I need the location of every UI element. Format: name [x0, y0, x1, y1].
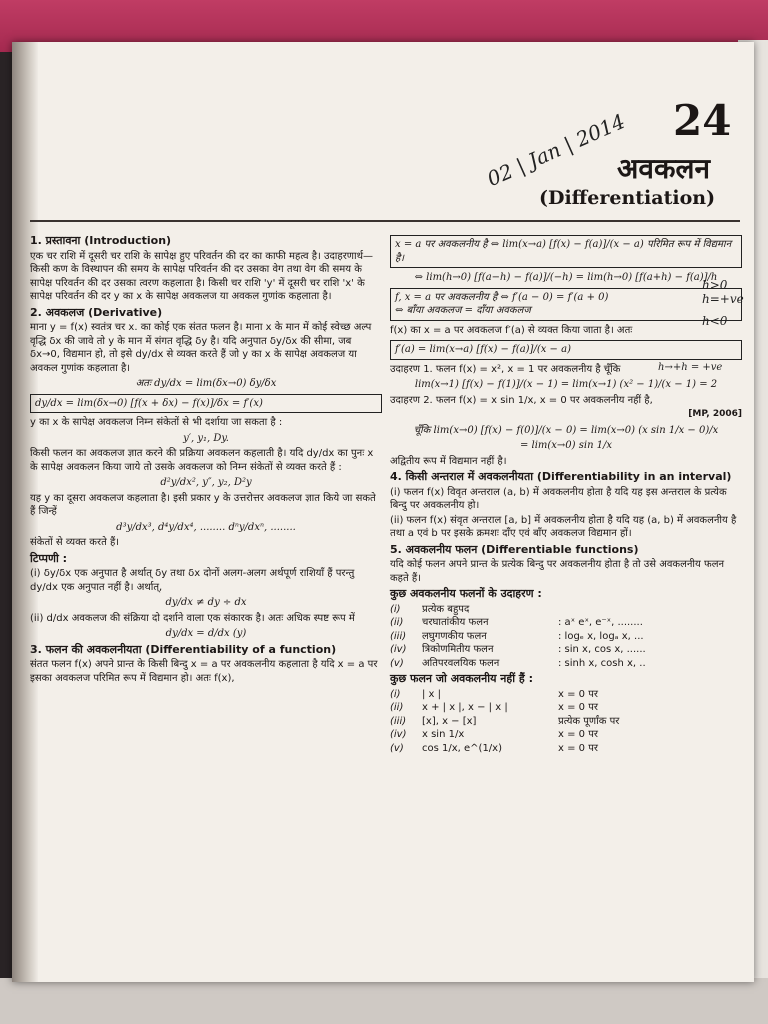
paragraph: संकेतों से व्यक्त करते हैं।	[30, 537, 120, 548]
paragraph: (i) फलन f(x) विवृत अन्तराल (a, b) में अवकलनीय होता है यदि यह इस अन्तराल के प्रत्येक बिन्दु पर अवकलनीय हो।	[390, 486, 727, 511]
paragraph: एक चर राशि में दूसरी चर राशि के सापेक्ष हुए परिवर्तन की दर का काफी महत्व है। उदाहरणार्थ—किसी कण के विस्थापन की समय के सापेक्ष परिवर्तन की दर उसका वेग तथा वेग की समय के सापेक्ष परिवर्तन की दर उसका त्वरण कहलाता है। किसी चर राशि 'y' में दूसरी चर राशि 'x' के सापेक्ष परिवर्तन की दर y का x के सापेक्ष अवकलज या अवकल गुणांक कहलाता है।	[30, 250, 373, 302]
list-item: (v) अतिपरवलयिक फलन : sinh x, cosh x, ..	[390, 657, 646, 669]
chapter-title-english: (Differentiation)	[539, 187, 716, 209]
formula-line: ⇔ बाँया अवकलज = दाँया अवकलज	[395, 305, 531, 316]
handwritten-note: h→+h = +ve	[658, 362, 723, 373]
paragraph: माना y = f(x) स्वतंत्र चर x. का कोई एक संतत फलन है। माना x के मान में कोई स्वेच्छ अल्प वृद्धि δx की जावे तो y के मान में संगत वृद्धि δy है। यदि अनुपात δy/δx की सीमा, जब δx→0, विद्यमान हो, तो इसे dy/dx से व्यक्त करते हैं जो y का x के सापेक्ष अवकलज या अवकल गुणांक कहलाता है।	[30, 322, 372, 374]
list-item: (ii) x + | x |, x − | x | x = 0 पर	[390, 702, 598, 713]
formula: = lim(x→0) sin 1/x	[519, 440, 613, 451]
handwritten-date: 02 | Jan | 2014	[483, 108, 629, 192]
handwritten-note: h>0 h=+ve	[702, 278, 744, 306]
diff-function-list	[390, 603, 742, 671]
formula: lim(x→1) [f(x) − f(1)]/(x − 1) = lim(x→1) (x² − 1)/(x − 1) = 2	[414, 379, 718, 390]
list-item: (i) प्रत्येक बहुपद	[390, 603, 470, 615]
example: उदाहरण 1. फलन f(x) = x², x = 1 पर अवकलनीय है चूँकि	[390, 363, 621, 375]
background-bottom	[0, 978, 768, 1024]
formula-line: f, x = a पर अवकलनीय है ⇔ f′(a − 0) = f′(a + 0)	[395, 291, 609, 303]
paragraph: यह y का दूसरा अवकलज कहलाता है। इसी प्रकार y के उत्तरोत्तर अवकलज ज्ञात किये जा सकते हैं जिन्हें	[30, 492, 376, 517]
list-item: (iv) त्रिकोणमितीय फलन : sin x, cos x, ......	[390, 644, 646, 655]
list-heading: कुछ अवकलनीय फलनों के उदाहरण :	[390, 587, 542, 600]
book-page	[12, 42, 754, 982]
section-heading: 4. किसी अन्तराल में अवकलनीयता (Differentiability in an interval)	[390, 470, 732, 483]
formula: dy/dx ≠ dy ÷ dx	[165, 597, 247, 608]
formula: ⇔ lim(h→0) [f(a−h) − f(a)]/(−h) = lim(h→0) [f(a+h) − f(a)]/h	[414, 272, 718, 283]
handwritten-note: h<0	[702, 314, 728, 328]
nondiff-function-list	[390, 688, 742, 756]
formula: d²y/dx², y″, y₂, D²y	[160, 477, 252, 488]
paragraph: यदि कोई फलन अपने प्रान्त के प्रत्येक बिन्दु पर अवकलनीय होता है तो उसे अवकलनीय फलन कहते हैं।	[390, 559, 725, 584]
header-rule	[30, 220, 740, 222]
section-heading: 1. प्रस्तावना (Introduction)	[30, 234, 172, 247]
note-heading: टिप्पणी :	[30, 551, 68, 565]
boxed-formula	[390, 288, 742, 321]
left-column	[30, 232, 382, 686]
paragraph: (ii) फलन f(x) संवृत अन्तराल [a, b] में अवकलनीय होता है यदि यह (a, b) में अवकलनीय है तथा a एवं b पर इसके क्रमशः दाँए एवं बाँए अवकलज विद्यमान हों।	[390, 514, 737, 539]
boxed-formula: dy/dx = lim(δx→0) [f(x + δx) − f(x)]/δx = f′(x)	[30, 394, 382, 414]
formula: चूँकि lim(x→0) [f(x) − f(0)]/(x − 0) = lim(x→0) (x sin 1/x − 0)/x	[413, 424, 719, 436]
list-item: (iv) x sin 1/x x = 0 पर	[390, 729, 598, 740]
formula: dy/dx = d/dx (y)	[165, 628, 247, 639]
list-item: (i) | x | x = 0 पर	[390, 688, 598, 700]
paragraph: किसी फलन का अवकलज ज्ञात करने की प्रक्रिया अवकलन कहलाती है। यदि dy/dx का पुनः x के सापेक्ष अवकलन किया जाये तो उसके अवकलज को निम्न संकेतों से व्यक्त करते हैं :	[30, 448, 374, 473]
list-item: (iii) लघुगणकीय फलन : logₑ x, logₐ x, ...	[390, 630, 644, 642]
section-heading: 2. अवकलज (Derivative)	[30, 305, 163, 319]
formula: y′, y₁, Dy.	[183, 432, 229, 444]
section-heading: 5. अवकलनीय फलन (Differentiable functions)	[390, 542, 639, 556]
paragraph: f(x) का x = a पर अवकलज f′(a) से व्यक्त किया जाता है। अतः	[390, 324, 633, 336]
list-item: (iii) [x], x − [x] प्रत्येक पूर्णांक पर	[390, 715, 620, 727]
chapter-title-hindi: अवकलन	[617, 152, 710, 185]
formula: d³y/dx³, d⁴y/dx⁴, ........ dⁿy/dxⁿ, ........	[116, 521, 296, 533]
paragraph: अद्वितीय रूप में विद्यमान नहीं है।	[390, 455, 507, 467]
boxed-formula: f′(a) = lim(x→a) [f(x) − f(a)]/(x − a)	[390, 340, 742, 360]
paragraph: संतत फलन f(x) अपने प्रान्त के किसी बिन्दु x = a पर अवकलनीय कहलाता है यदि x = a पर इसका अवकलज परिमित रूप में विद्यमान हो। अतः f(x),	[30, 659, 378, 684]
paragraph: y का x के सापेक्ष अवकलज निम्न संकेतों से भी दर्शाया जा सकता है :	[30, 417, 283, 428]
chapter-number: 24	[673, 96, 732, 145]
list-heading: कुछ फलन जो अवकलनीय नहीं हैं :	[390, 672, 533, 685]
right-column	[390, 232, 742, 755]
paragraph: (i) δy/δx एक अनुपात है अर्थात् δy तथा δx दोनों अलग-अलग अर्थपूर्ण राशियाँ हैं परन्तु dy/dx एक अनुपात नहीं है। अर्थात्,	[30, 568, 355, 593]
example: उदाहरण 2. फलन f(x) = x sin 1/x, x = 0 पर अवकलनीय नहीं है,	[390, 394, 653, 406]
formula: अतः dy/dx = lim(δx→0) δy/δx	[135, 378, 277, 389]
section-heading: 3. फलन की अवकलनीयता (Differentiability of a function)	[30, 642, 337, 656]
boxed-formula: x = a पर अवकलनीय है ⇔ lim(x→a) [f(x) − f(a)]/(x − a) परिमित रूप में विद्यमान है।	[390, 235, 742, 268]
paragraph: (ii) d/dx अवकलज की संक्रिया दो दर्शाने वाला एक संकारक है। अतः अधिक स्पष्ट रूप में	[30, 612, 355, 624]
source-tag: [MP, 2006]	[688, 409, 742, 419]
list-item: (ii) चरघातांकीय फलन : aˣ eˣ, e⁻ˣ, ........	[390, 617, 643, 628]
list-item: (v) cos 1/x, e^(1/x) x = 0 पर	[390, 742, 598, 754]
